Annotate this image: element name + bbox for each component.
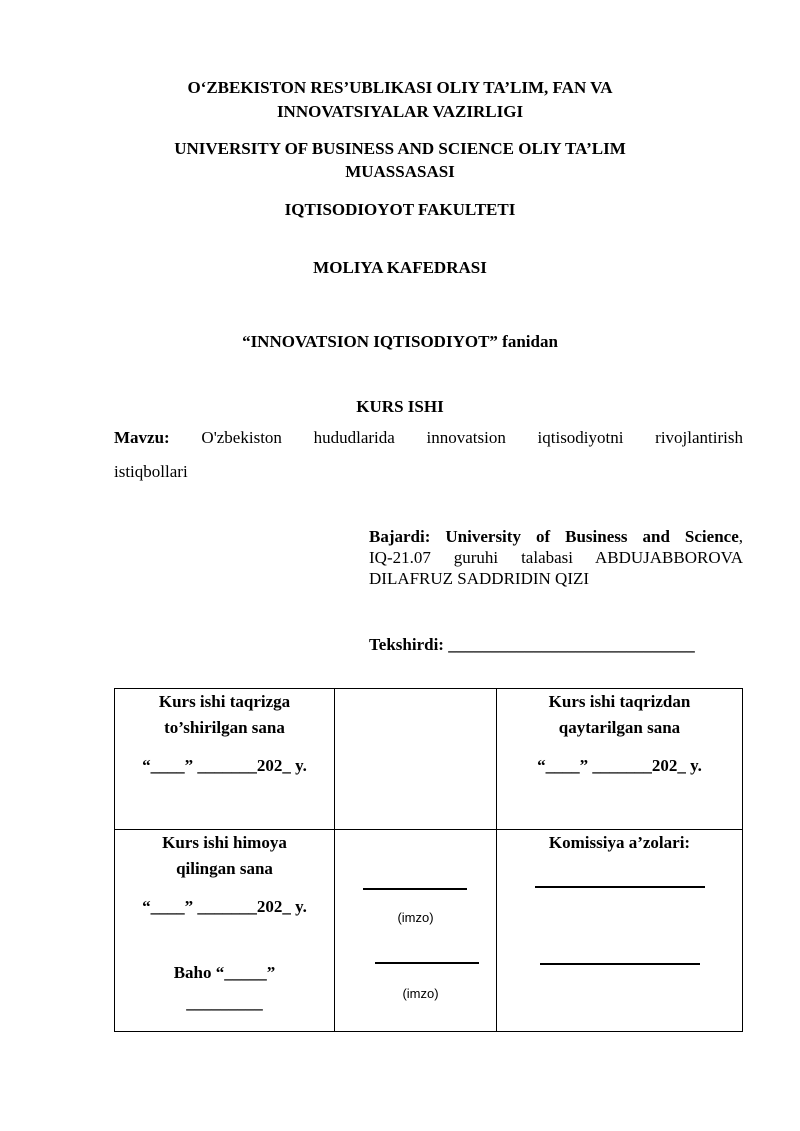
review-table bbox=[114, 688, 743, 1032]
document-type: KURS ISHI bbox=[356, 397, 444, 416]
defense-label-2: qilingan sana bbox=[176, 859, 273, 878]
returned-label-1: Kurs ishi taqrizdan bbox=[548, 692, 691, 711]
signature-caption-1: (imzo) bbox=[397, 910, 434, 925]
university-line-1: UNIVERSITY OF BUSINESS AND SCIENCE OLIY TA’LIM bbox=[174, 139, 626, 158]
grade-label: Baho “_____” bbox=[173, 963, 276, 982]
ministry-line-2: INNOVATSIYALAR VAZIRLIGI bbox=[276, 102, 524, 121]
faculty-title: IQTISODIOYOT FAKULTETI bbox=[284, 200, 516, 219]
cell-returned-date bbox=[497, 689, 743, 830]
author-comma: , bbox=[738, 527, 743, 546]
grade-line: _________ bbox=[186, 993, 263, 1012]
commission-label: Komissiya a’zolari: bbox=[548, 833, 691, 852]
defense-date-field: “____” _______202_ y. bbox=[142, 897, 307, 916]
subject-title: “INNOVATSION IQTISODIYOT” fanidan bbox=[242, 332, 558, 351]
returned-date-field: “____” _______202_ y. bbox=[537, 756, 702, 775]
returned-label-2: qaytarilgan sana bbox=[558, 718, 681, 737]
author-label: Bajardi: University of Business and Science bbox=[369, 527, 739, 546]
topic-text-2: istiqbollari bbox=[114, 462, 188, 481]
topic-line-1 bbox=[114, 426, 743, 450]
topic-text-1: O'zbekiston hududlarida innovatsion iqtisodiyotni rivojlantirish bbox=[201, 428, 743, 447]
department-title: MOLIYA KAFEDRASI bbox=[313, 258, 487, 277]
author-line-2: IQ-21.07 guruhi talabasi ABDUJABBOROVA bbox=[369, 548, 743, 567]
defense-label-1: Kurs ishi himoya bbox=[162, 833, 287, 852]
submitted-label-2: to’shirilgan sana bbox=[164, 718, 285, 737]
university-line-2: MUASSASASI bbox=[345, 162, 455, 181]
signature-caption-2: (imzo) bbox=[402, 986, 439, 1001]
signature-line-1 bbox=[363, 888, 467, 890]
signature-line-2 bbox=[375, 962, 479, 964]
submitted-date-field: “____” _______202_ y. bbox=[142, 756, 307, 775]
commission-line-2 bbox=[540, 963, 700, 965]
submitted-label-1: Kurs ishi taqrizga bbox=[158, 692, 291, 711]
commission-line-1 bbox=[535, 886, 705, 888]
topic-label: Mavzu: bbox=[114, 428, 170, 447]
checker-line: Tekshirdi: _____________________________ bbox=[369, 635, 695, 654]
author-line-3: DILAFRUZ SADDRIDIN QIZI bbox=[369, 569, 590, 588]
cell-submitted-date bbox=[115, 689, 335, 830]
cell-signatures bbox=[335, 830, 497, 1032]
cell-commission bbox=[497, 830, 743, 1032]
cell-defense-date bbox=[115, 830, 335, 1032]
cell-empty-top bbox=[335, 689, 497, 830]
ministry-line-1: O‘ZBEKISTON RES’UBLIKASI OLIY TA’LIM, FAN VA bbox=[187, 78, 613, 97]
